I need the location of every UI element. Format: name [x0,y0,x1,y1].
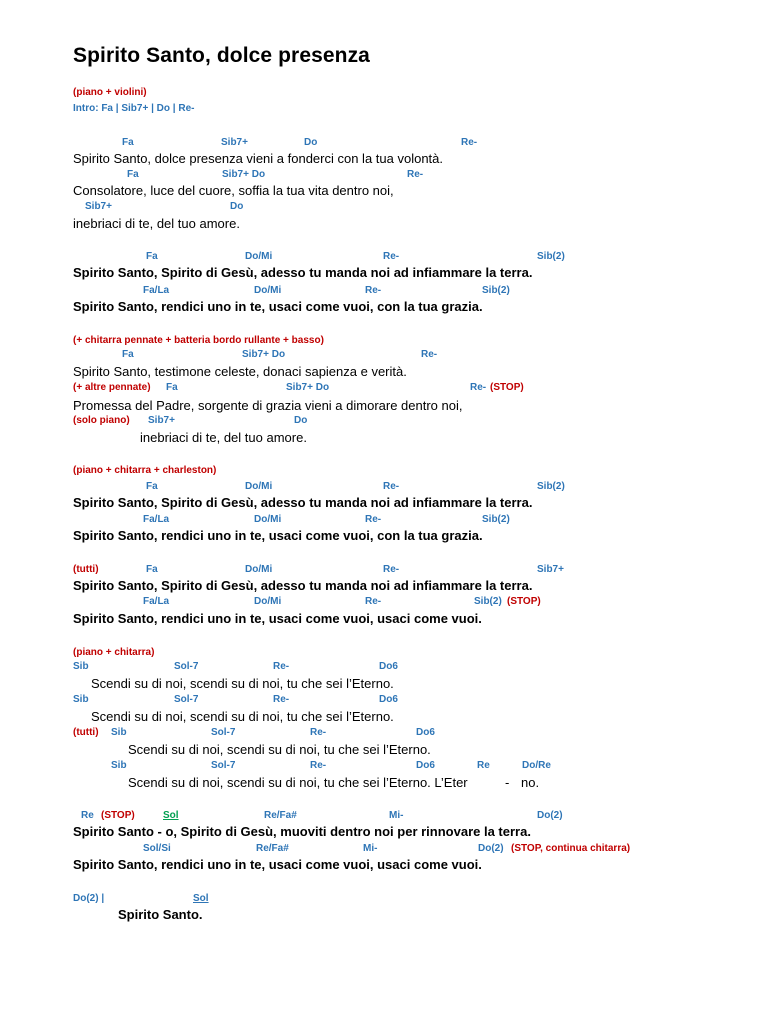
lyric-row [0,431,768,447]
chord-label: Mi- [389,810,404,821]
lyric-line: Consolatore, luce del cuore, soffia la tua vita dentro noi, [73,183,394,198]
chord-label: Do(2) [478,843,504,854]
chord-label: Re- [470,382,487,393]
chord-label: Re- [365,285,382,296]
lyric-line: Spirito Santo, testimone celeste, donaci sapienza e verità. [73,364,407,379]
chord-label: Sol [193,893,209,904]
chorus-line: Spirito Santo, rendici uno in te, usaci come vuoi, con la tua grazia. [73,299,483,314]
chord-label: Sib [73,661,89,672]
chorus-line: Spirito Santo. [118,907,203,922]
lyric-row [0,677,768,693]
chord-label: Sib [111,727,127,738]
lyric-line: inebriaci di te, del tuo amore. [73,216,240,231]
chord-label: Sib(2) [482,285,510,296]
chord-label: Re- [310,760,327,771]
chord-label: Re [81,810,94,821]
chord-label: Re- [273,694,290,705]
chord-label: Do(2) | [73,893,105,904]
chord-label: Fa/La [143,285,170,296]
chord-label: Do [304,137,318,148]
chord-label: Sib7+ Do [286,382,330,393]
chord-label: Do [230,201,244,212]
chord-label: Re/Fa# [256,843,289,854]
chorus-line: Spirito Santo, Spirito di Gesù, adesso tu manda noi ad infiammare la terra. [73,495,533,510]
lyric-row [0,612,768,628]
chord-row [0,104,768,120]
lyric-row [0,743,768,759]
chord-label: Fa [127,169,139,180]
lyric-line: Scendi su di noi, scendi su di noi, tu che sei l’Eterno. [128,742,431,757]
lyric-row [0,217,768,233]
chord-label: Re- [365,596,382,607]
lyric-line: Promessa del Padre, sorgente di grazia vieni a dimorare dentro noi, [73,398,463,413]
chord-label: Do/Mi [245,251,273,262]
chord-label: Fa [122,349,134,360]
performance-note: (tutti) [73,727,99,738]
chorus-line: Spirito Santo, Spirito di Gesù, adesso tu manda noi ad infiammare la terra. [73,265,533,280]
performance-note: (piano + chitarra + charleston) [73,465,217,476]
chord-label: Sib7+ Do [242,349,286,360]
chord-label: Re/Fa# [264,810,297,821]
lyric-row [0,266,768,282]
lyric-row [0,710,768,726]
lyric-line: Spirito Santo, dolce presenza vieni a fonderci con la tua volontà. [73,151,444,166]
chorus-line: Spirito Santo - o, Spirito di Gesù, muoviti dentro noi per rinnovare la terra. [73,824,531,839]
chord-row [0,466,768,482]
chord-label: Re- [273,661,290,672]
chord-label: Re- [310,727,327,738]
chord-label: Re- [407,169,424,180]
performance-note: (STOP) [490,382,524,393]
chord-label: Re- [383,481,400,492]
chord-label: Fa [146,251,158,262]
chord-label: Sib [73,694,89,705]
performance-note: (STOP) [507,596,541,607]
chord-label: Sib(2) [482,514,510,525]
performance-note: (STOP, continua chitarra) [511,843,631,854]
chord-label: Do6 [379,661,398,672]
lyric-line: no. [521,775,540,790]
lyric-row [0,579,768,595]
song-title: Spirito Santo, dolce presenza [73,44,370,67]
chord-label: Sol [163,810,179,821]
chord-label: Fa [166,382,178,393]
chord-label: Sol-7 [174,661,199,672]
chorus-line: Spirito Santo, rendici uno in te, usaci come vuoi, con la tua grazia. [73,528,483,543]
chord-label: Fa/La [143,514,170,525]
chord-label: Re- [383,251,400,262]
performance-note: (piano + chitarra) [73,647,155,658]
lyric-row [0,184,768,200]
lyric-row [0,365,768,381]
chord-label: Sib7+ [148,415,175,426]
performance-note: (+ altre pennate) [73,382,151,393]
chord-label: Do6 [416,760,435,771]
chorus-line: Spirito Santo, rendici uno in te, usaci come vuoi, usaci come vuoi. [73,611,482,626]
performance-note: (+ chitarra pennate + batteria bordo rullante + basso) [73,335,324,346]
chord-label: Fa [146,564,158,575]
chord-row [0,383,768,399]
chorus-line: Spirito Santo, Spirito di Gesù, adesso tu manda noi ad infiammare la terra. [73,578,533,593]
performance-note: (piano + violini) [73,87,147,98]
chord-label: Sib(2) [474,596,502,607]
lyric-line: Scendi su di noi, scendi su di noi, tu che sei l’Eterno. [91,676,394,691]
chord-label: Sib [111,760,127,771]
chord-label: Re- [383,564,400,575]
chord-label: Re- [421,349,438,360]
chord-label: Sib7+ Do [222,169,266,180]
lyric-line: Scendi su di noi, scendi su di noi, tu che sei l’Eterno. [91,709,394,724]
chorus-line: Spirito Santo, rendici uno in te, usaci come vuoi, usaci come vuoi. [73,857,482,872]
chord-label: Mi- [363,843,378,854]
chord-label: Do(2) [537,810,563,821]
lyric-row [0,529,768,545]
chord-row [0,416,768,432]
chord-row [0,88,768,104]
chord-label: Re- [365,514,382,525]
lyric-row [0,496,768,512]
chord-label: Sol-7 [174,694,199,705]
lyric-row [0,300,768,316]
chord-label: Do/Re [522,760,551,771]
chord-label: Fa [146,481,158,492]
chord-label: Do/Mi [245,481,273,492]
chord-label: Sib7+ [537,564,564,575]
chord-label: Fa [122,137,134,148]
chord-label: Sib(2) [537,251,565,262]
chord-label: Do/Mi [254,596,282,607]
lyric-row [0,908,768,924]
chord-label: Sol-7 [211,727,236,738]
chord-label: Do/Mi [254,285,282,296]
performance-note: (solo piano) [73,415,130,426]
chord-label: Do6 [416,727,435,738]
chord-label: Sib7+ [221,137,248,148]
lyric-row [0,152,768,168]
chord-label: Sol-7 [211,760,236,771]
chord-label: Do/Mi [245,564,273,575]
chord-label: Sib(2) [537,481,565,492]
lyric-row [0,858,768,874]
lyric-row [0,776,768,792]
chord-label: Do [294,415,308,426]
lyric-row [0,825,768,841]
chord-label: Do/Mi [254,514,282,525]
chord-label: Re [477,760,490,771]
chord-label: Intro: Fa | Sib7+ | Do | Re- [73,103,195,114]
performance-note: (tutti) [73,564,99,575]
chord-label: Sol/Si [143,843,171,854]
lyric-line: inebriaci di te, del tuo amore. [140,430,307,445]
chord-label: Sib7+ [85,201,112,212]
chord-label: Re- [461,137,478,148]
lyric-line: Scendi su di noi, scendi su di noi, tu che sei l’Eterno. L’Eter [128,775,468,790]
chord-label: Do6 [379,694,398,705]
chord-label: Fa/La [143,596,170,607]
lyric-row [0,399,768,415]
lyric-line: - [505,775,510,790]
performance-note: (STOP) [101,810,135,821]
